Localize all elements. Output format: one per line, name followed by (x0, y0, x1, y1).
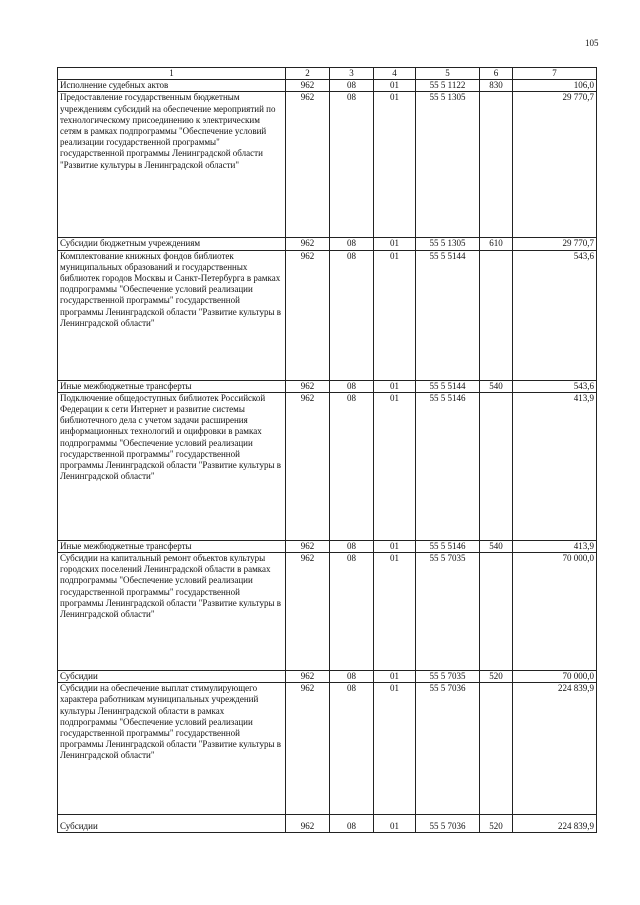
budget-table (57, 67, 597, 833)
row-col4: 01 (374, 671, 416, 683)
row-col5: 55 5 5146 (416, 392, 480, 540)
row-col7: 29 770,7 (513, 92, 597, 238)
row-col7: 543,6 (513, 250, 597, 380)
row-col3: 08 (330, 238, 374, 250)
table-row (58, 380, 597, 392)
table-row (58, 540, 597, 552)
table-row (58, 238, 597, 250)
row-col6: 540 (480, 540, 513, 552)
row-col5: 55 5 7036 (416, 815, 480, 833)
row-col2: 962 (286, 238, 330, 250)
table-row (58, 92, 597, 238)
row-col3: 08 (330, 392, 374, 540)
row-col3: 08 (330, 683, 374, 815)
row-col2: 962 (286, 671, 330, 683)
row-col4: 01 (374, 683, 416, 815)
header-col-7: 7 (513, 68, 597, 80)
row-col6 (480, 553, 513, 671)
table-row (58, 671, 597, 683)
row-col7: 29 770,7 (513, 238, 597, 250)
row-col4: 01 (374, 553, 416, 671)
row-description: Субсидии на капитальный ремонт объектов культуры городских поселений Ленинградской области в рамках подпрограммы "Обеспечение условий реализации государственной программы" государственной программы Ленинградской области "Развитие культуры в Ленинградской области" (58, 553, 286, 671)
row-col7: 224 839,9 (513, 683, 597, 815)
row-col5: 55 5 1305 (416, 92, 480, 238)
row-col4: 01 (374, 815, 416, 833)
row-col6: 520 (480, 671, 513, 683)
row-col6 (480, 92, 513, 238)
row-col3: 08 (330, 553, 374, 671)
header-col-4: 4 (374, 68, 416, 80)
row-col5: 55 5 5146 (416, 540, 480, 552)
row-col6: 610 (480, 238, 513, 250)
table-row (58, 815, 597, 833)
header-col-6: 6 (480, 68, 513, 80)
row-col3: 08 (330, 80, 374, 92)
row-col2: 962 (286, 80, 330, 92)
row-col3: 08 (330, 250, 374, 380)
row-col5: 55 5 1122 (416, 80, 480, 92)
row-description: Иные межбюджетные трансферты (58, 380, 286, 392)
row-col5: 55 5 7035 (416, 553, 480, 671)
row-col2: 962 (286, 250, 330, 380)
row-description: Субсидии бюджетным учреждениям (58, 238, 286, 250)
table-row (58, 553, 597, 671)
table-row (58, 392, 597, 540)
row-col5: 55 5 7035 (416, 671, 480, 683)
header-row (58, 68, 597, 80)
row-col4: 01 (374, 392, 416, 540)
row-col3: 08 (330, 92, 374, 238)
row-col5: 55 5 7036 (416, 683, 480, 815)
row-col4: 01 (374, 250, 416, 380)
row-col2: 962 (286, 553, 330, 671)
table-row (58, 683, 597, 815)
header-col-3: 3 (330, 68, 374, 80)
row-col4: 01 (374, 540, 416, 552)
row-col2: 962 (286, 92, 330, 238)
row-col6 (480, 250, 513, 380)
row-col4: 01 (374, 238, 416, 250)
row-description: Субсидии (58, 815, 286, 833)
row-col7: 70 000,0 (513, 671, 597, 683)
row-col3: 08 (330, 380, 374, 392)
row-col3: 08 (330, 815, 374, 833)
row-description: Исполнение судебных актов (58, 80, 286, 92)
row-col5: 55 5 1305 (416, 238, 480, 250)
row-col4: 01 (374, 92, 416, 238)
header-col-5: 5 (416, 68, 480, 80)
row-col2: 962 (286, 392, 330, 540)
row-col4: 01 (374, 80, 416, 92)
row-col7: 413,9 (513, 540, 597, 552)
row-col4: 01 (374, 380, 416, 392)
row-col6: 540 (480, 380, 513, 392)
row-col7: 543,6 (513, 380, 597, 392)
row-col2: 962 (286, 540, 330, 552)
table-row (58, 250, 597, 380)
header-col-1: 1 (58, 68, 286, 80)
row-col5: 55 5 5144 (416, 380, 480, 392)
header-col-2: 2 (286, 68, 330, 80)
row-description: Субсидии (58, 671, 286, 683)
row-col3: 08 (330, 671, 374, 683)
row-col6 (480, 392, 513, 540)
row-col6: 520 (480, 815, 513, 833)
row-col3: 08 (330, 540, 374, 552)
row-description: Иные межбюджетные трансферты (58, 540, 286, 552)
row-description: Предоставление государственным бюджетным учреждениям субсидий на обеспечение мероприятий по технологическому присоединению к электрическим сетям в рамках подпрограммы "Обеспечение условий реализации государственной программы" государственной программы Ленинградской области "Развитие культуры в Ленинградской области" (58, 92, 286, 238)
row-col6 (480, 683, 513, 815)
row-col7: 70 000,0 (513, 553, 597, 671)
row-col6: 830 (480, 80, 513, 92)
row-col7: 413,9 (513, 392, 597, 540)
row-description: Подключение общедоступных библиотек Российской Федерации к сети Интернет и развитие системы библиотечного дела с учетом задачи расширения информационных технологий и оцифровки в рамках подпрограммы "Обеспечение условий реализации государственной программы" государственной программы Ленинградской области "Развитие культуры в Ленинградской области" (58, 392, 286, 540)
row-col2: 962 (286, 380, 330, 392)
page-number: 105 (585, 38, 599, 48)
row-col7: 106,0 (513, 80, 597, 92)
table-row (58, 80, 597, 92)
row-col2: 962 (286, 683, 330, 815)
row-col7: 224 839,9 (513, 815, 597, 833)
row-col2: 962 (286, 815, 330, 833)
row-description: Субсидии на обеспечение выплат стимулирующего характера работникам муниципальных учреждений культуры Ленинградской области в рамках подпрограммы "Обеспечение условий реализации государственной программы" государственной программы Ленинградской области "Развитие культуры в Ленинградской области" (58, 683, 286, 815)
row-description: Комплектование книжных фондов библиотек муниципальных образований и государственных библиотек городов Москвы и Санкт-Петербурга в рамках подпрограммы "Обеспечение условий реализации государственной программы" государственной программы Ленинградской области "Развитие культуры в Ленинградской области" (58, 250, 286, 380)
row-col5: 55 5 5144 (416, 250, 480, 380)
